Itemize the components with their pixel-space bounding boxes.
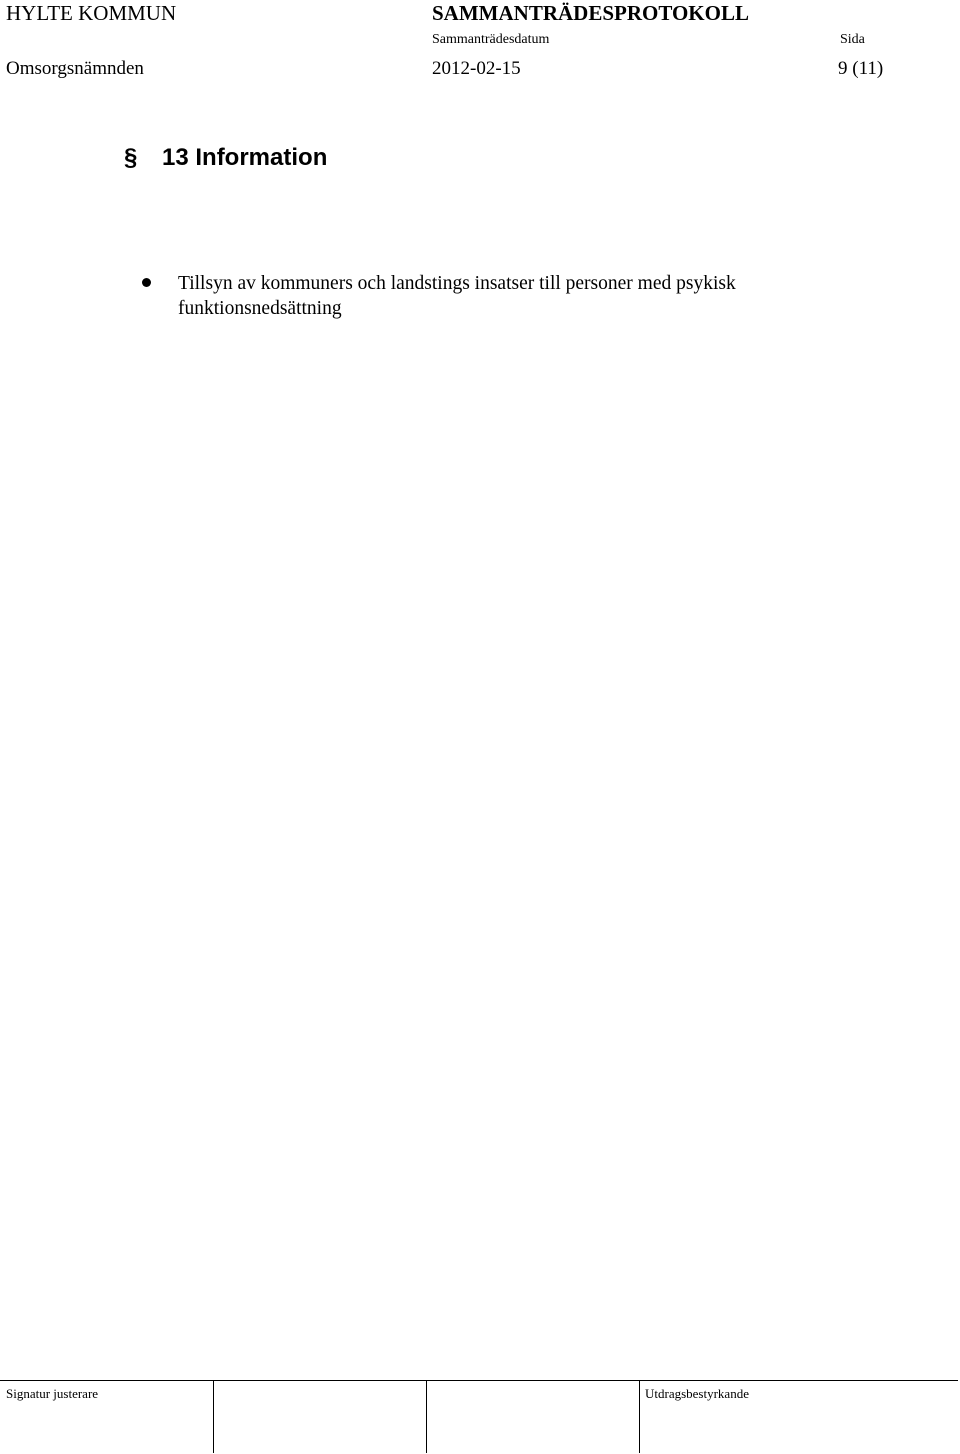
list-item: Tillsyn av kommuners och landstings insatser till personer med psykisk funktionsnedsättning [178, 273, 736, 319]
committee-name: Omsorgsnämnden [6, 58, 144, 79]
meeting-date-label: Sammanträdesdatum [432, 32, 550, 47]
paragraph-symbol: § [124, 144, 138, 171]
extract-label: Utdragsbestyrkande [645, 1386, 749, 1401]
signature-cell [427, 1381, 640, 1453]
bullet-icon [142, 278, 151, 287]
signature-cell [214, 1381, 427, 1453]
document-type: SAMMANTRÄDESPROTOKOLL [432, 1, 749, 25]
meeting-date: 2012-02-15 [432, 58, 521, 79]
section-title: 13 Information [162, 144, 328, 171]
section-heading [124, 144, 327, 172]
signature-label: Signatur justerare [6, 1386, 99, 1401]
page-number: 9 (11) [838, 58, 884, 79]
page-label: Sida [840, 32, 865, 47]
organization-name: HYLTE KOMMUN [6, 1, 177, 25]
signature-footer [0, 1380, 958, 1453]
